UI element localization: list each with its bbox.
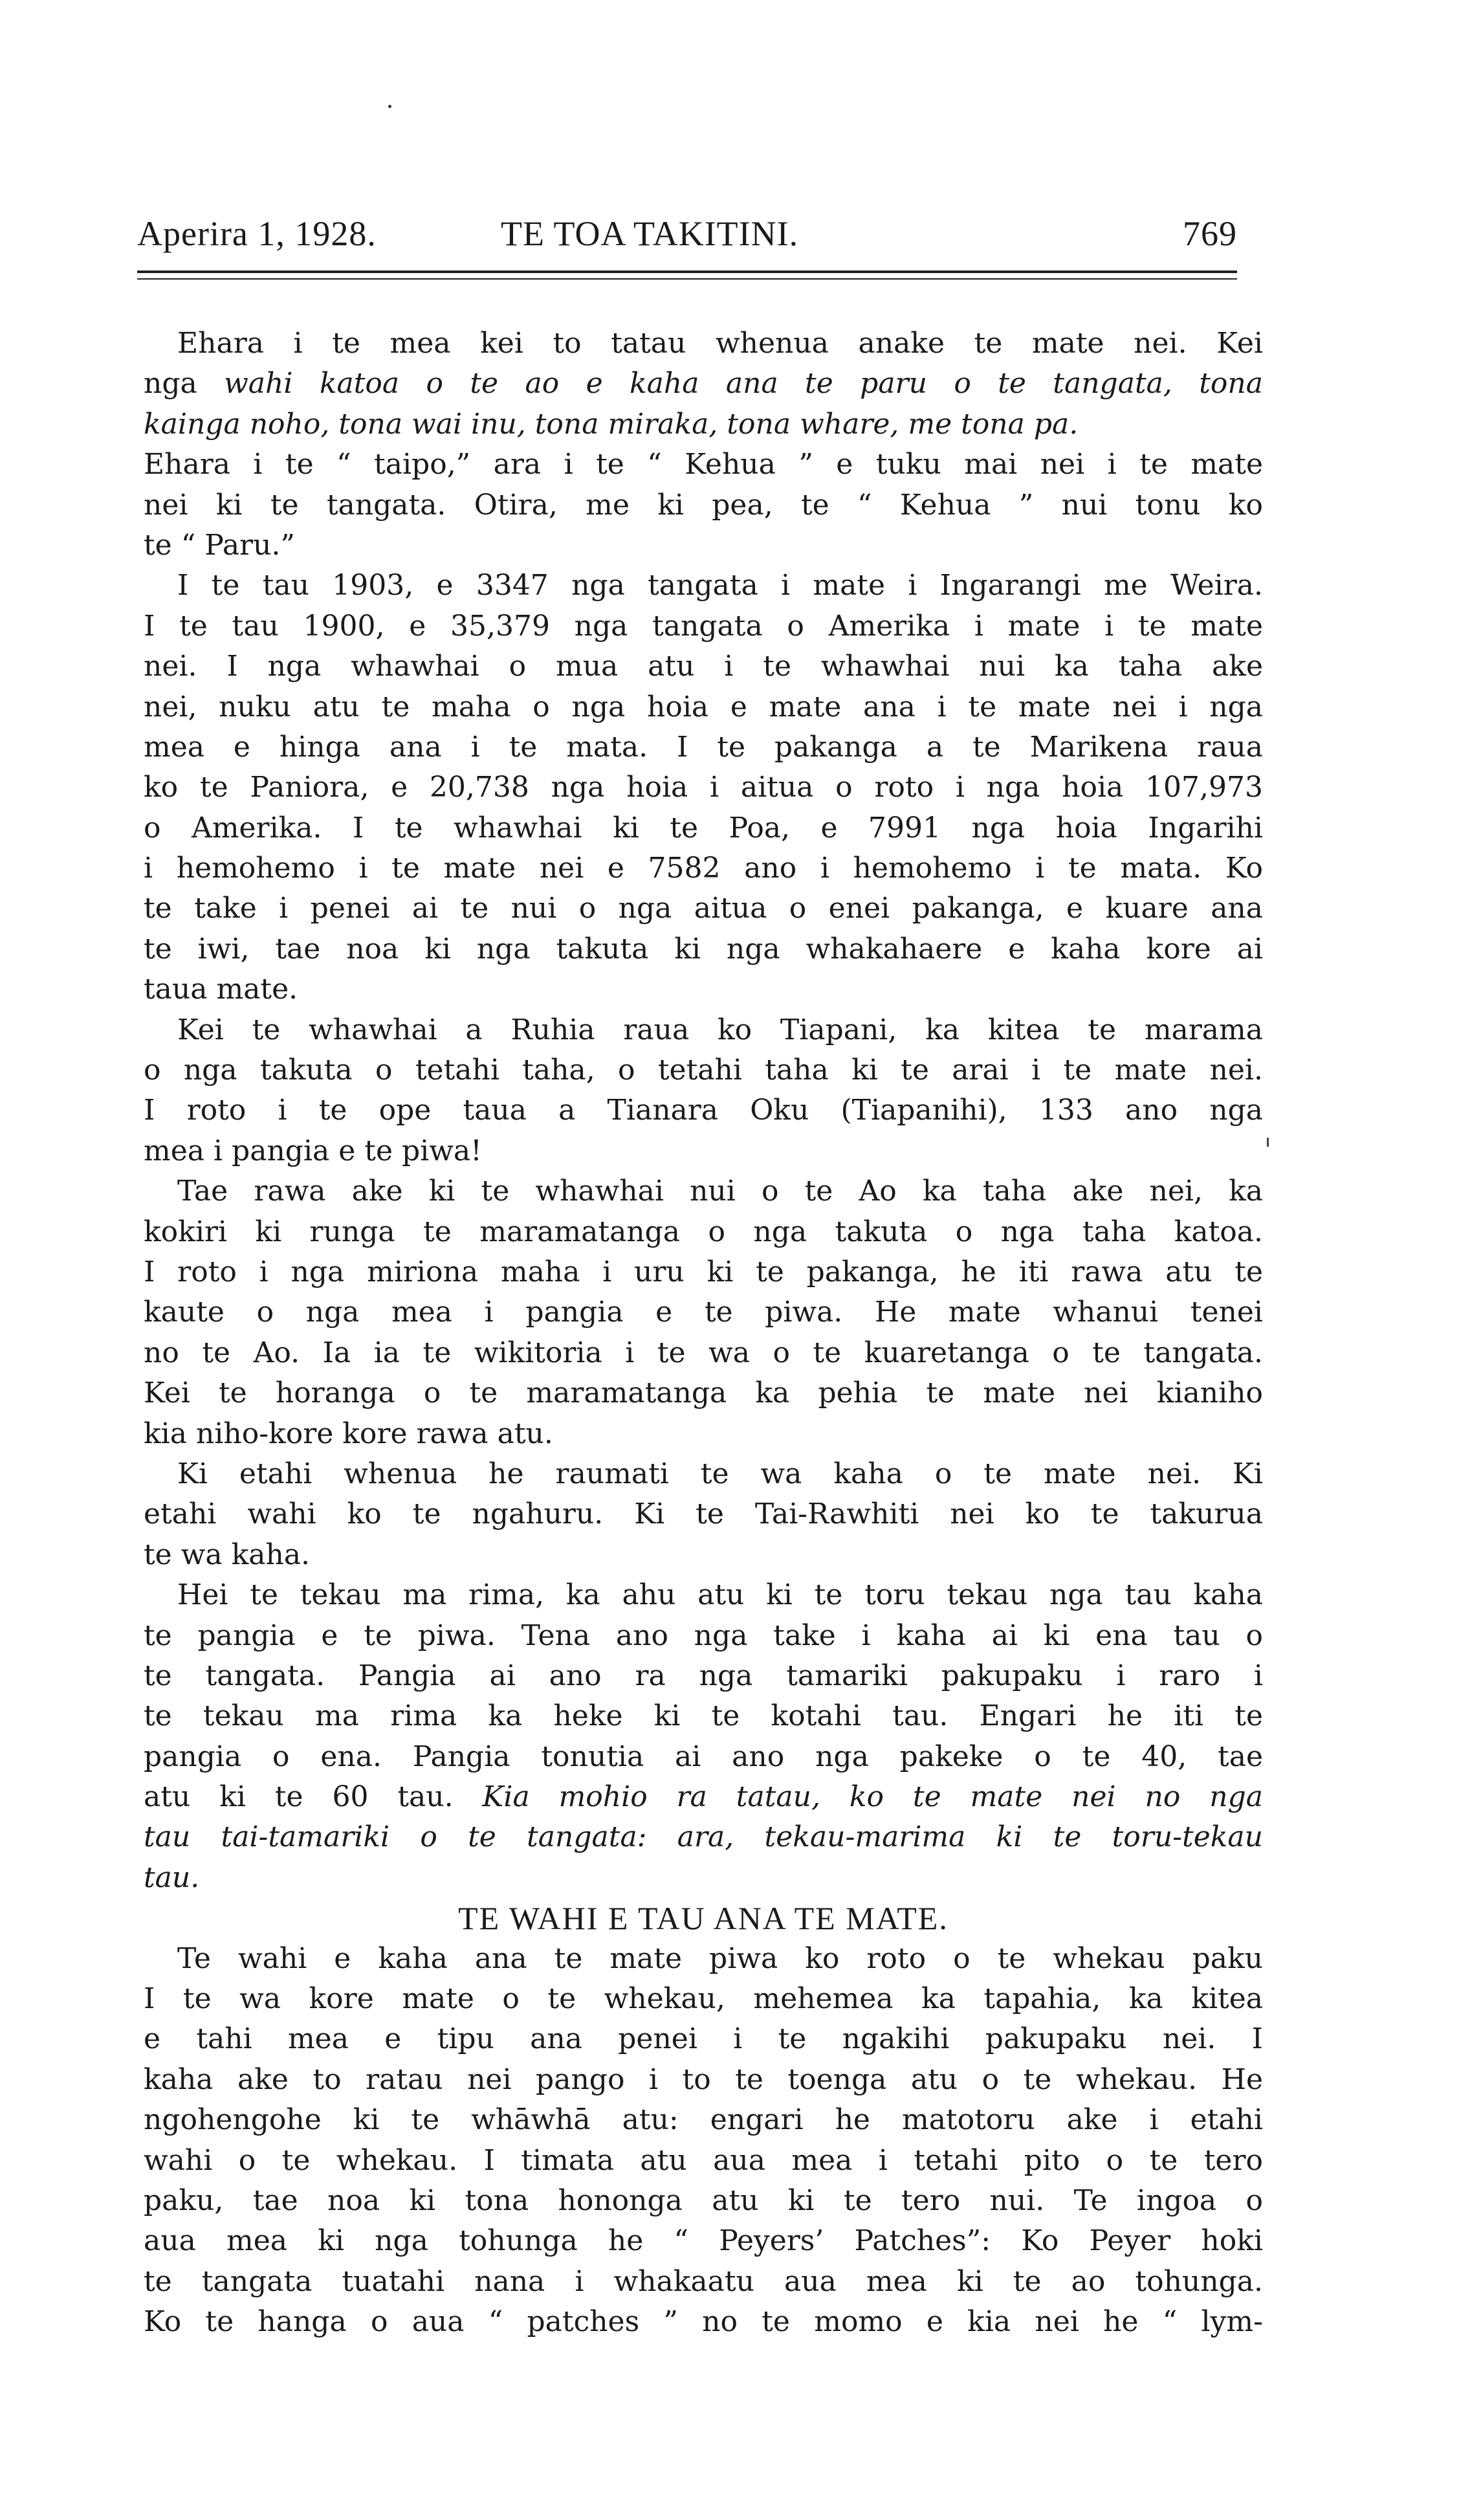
text-line: te tangata. Pangia ai ano ra nga tamariki pakupaku i raro i xyxy=(144,1659,1263,1692)
text-line: no te Ao. Ia ia te wikitoria i te wa o te kuaretanga o te tangata. xyxy=(144,1336,1263,1369)
italic-text-run: wahi katoa o te ao e kaha ana te paru o te tangata, tona xyxy=(224,367,1263,401)
text-line: Ki etahi whenua he raumati te wa kaha o te mate nei. Ki xyxy=(177,1457,1263,1490)
text-line xyxy=(144,1777,1263,1817)
text-line: mea i pangia e te piwa! xyxy=(144,1134,482,1167)
text-line: kaute o nga mea i pangia e te piwa. He mate whanui tenei xyxy=(144,1296,1263,1329)
page-number: 769 xyxy=(1183,214,1237,253)
text-line: I te wa kore mate o te whekau, mehemea ka tapahia, ka kitea xyxy=(144,1982,1263,2016)
text-line xyxy=(144,404,1263,445)
text-line: ko te Paniora, e 20,738 nga hoia i aitua o roto i nga hoia 107,973 xyxy=(144,771,1263,804)
text-line: aua mea ki nga tohunga he “ Peyers’ Patches”: Ko Peyer hoki xyxy=(144,2224,1263,2258)
text-line: Kei te whawhai a Ruhia raua ko Tiapani, ka kitea te marama xyxy=(177,1013,1263,1046)
text-line: kaha ake to ratau nei pango i to te toenga atu o te whekau. He xyxy=(144,2062,1263,2096)
text-run: nga xyxy=(144,367,225,401)
text-line: Kei te horanga o te maramatanga ka pehia te mate nei kianiho xyxy=(144,1376,1263,1410)
italic-text-run: tau tai-tamariki o te tangata: ara, tekau-marima ki te toru-tekau xyxy=(144,1820,1263,1854)
text-line: taua mate. xyxy=(144,973,298,1006)
header-title: TE TOA TAKITINI. xyxy=(501,214,799,253)
text-line: te tangata tuatahi nana i whakaatu aua mea ki te ao tohunga. xyxy=(144,2264,1263,2298)
text-line: I te tau 1903, e 3347 nga tangata i mate i Ingarangi me Weira. xyxy=(177,569,1263,602)
text-line: te iwi, tae noa ki nga takuta ki nga whakahaere e kaha kore ai xyxy=(144,932,1263,966)
text-line: wahi o te whekau. I timata atu aua mea i tetahi pito o te tero xyxy=(144,2143,1263,2177)
margin-mark xyxy=(1267,1138,1269,1147)
text-line: paku, tae noa ki tona hononga atu ki te tero nui. Te ingoa o xyxy=(144,2183,1263,2217)
text-line: nei. I nga whawhai o mua atu i te whawhai nui ka taha ake xyxy=(144,650,1263,683)
text-line: mea e hinga ana i te mata. I te pakanga a te Marikena raua xyxy=(144,730,1263,764)
text-line: Ehara i te mea kei to tatau whenua anake te mate nei. Kei xyxy=(177,327,1263,360)
text-line: Ko te hanga o aua “ patches ” no te momo e kia nei he “ lym- xyxy=(144,2305,1263,2339)
header-rule-thin xyxy=(137,278,1237,280)
running-header xyxy=(137,214,1237,265)
section-heading: TE WAHI E TAU ANA TE MATE. xyxy=(458,1900,949,1937)
italic-text-run: kainga noho, tona wai inu, tona miraka, tona whare, me tona pa. xyxy=(144,407,1079,441)
text-line: Te wahi e kaha ana te mate piwa ko roto o te whekau paku xyxy=(177,1941,1263,1975)
text-line: I roto i nga miriona maha i uru ki te pakanga, he iti rawa atu te xyxy=(144,1255,1263,1288)
text-run: atu ki te 60 tau. xyxy=(144,1780,483,1814)
text-line: te take i penei ai te nui o nga aitua o enei pakanga, e kuare ana xyxy=(144,892,1263,925)
body-text xyxy=(144,324,1263,2343)
text-line: I roto i te ope taua a Tianara Oku (Tiapanihi), 133 ano nga xyxy=(144,1094,1263,1127)
text-line xyxy=(144,1817,1263,1857)
italic-text-run: Kia mohio ra tatau, ko te mate nei no nga xyxy=(482,1780,1263,1814)
text-line: nei ki te tangata. Otira, me ki pea, te “ Kehua ” nui tonu ko xyxy=(144,488,1263,522)
text-line: te “ Paru.” xyxy=(144,528,295,562)
text-line: nei, nuku atu te maha o nga hoia e mate ana i te mate nei i nga xyxy=(144,690,1263,724)
italic-text-run: tau. xyxy=(144,1861,200,1894)
text-line: Ehara i te “ taipo,” ara i te “ Kehua ” e tuku mai nei i te mate xyxy=(144,448,1263,481)
text-line: I te tau 1900, e 35,379 nga tangata o Amerika i mate i te mate xyxy=(144,609,1263,643)
text-line xyxy=(144,1858,1263,1898)
text-line: Hei te tekau ma rima, ka ahu atu ki te toru tekau nga tau kaha xyxy=(177,1578,1263,1612)
header-rule xyxy=(137,271,1237,273)
text-line: o nga takuta o tetahi taha, o tetahi taha ki te arai i te mate nei. xyxy=(144,1054,1263,1087)
header-date: Aperira 1, 1928. xyxy=(137,214,377,253)
text-line: pangia o ena. Pangia tonutia ai ano nga pakeke o te 40, tae xyxy=(144,1740,1263,1773)
text-line xyxy=(144,364,1263,404)
text-line: te tekau ma rima ka heke ki te kotahi tau. Engari he iti te xyxy=(144,1699,1263,1733)
text-line: e tahi mea e tipu ana penei i te ngakihi pakupaku nei. I xyxy=(144,2022,1263,2056)
text-line: kokiri ki runga te maramatanga o nga takuta o nga taha katoa. xyxy=(144,1215,1263,1248)
text-line: ngohengohe ki te whāwhā atu: engari he matotoru ake i etahi xyxy=(144,2103,1263,2137)
text-line: kia niho-kore kore rawa atu. xyxy=(144,1417,553,1450)
text-line: etahi wahi ko te ngahuru. Ki te Tai-Rawhiti nei ko te takurua xyxy=(144,1498,1263,1531)
text-line: o Amerika. I te whawhai ki te Poa, e 7991 nga hoia Ingarihi xyxy=(144,811,1263,845)
text-line: te pangia e te piwa. Tena ano nga take i kaha ai ki ena tau o xyxy=(144,1619,1263,1652)
text-line: i hemohemo i te mate nei e 7582 ano i hemohemo i te mata. Ko xyxy=(144,852,1263,885)
scan-speck xyxy=(388,105,391,108)
text-line: Tae rawa ake ki te whawhai nui o te Ao ka taha ake nei, ka xyxy=(177,1175,1263,1208)
text-line: te wa kaha. xyxy=(144,1538,311,1571)
